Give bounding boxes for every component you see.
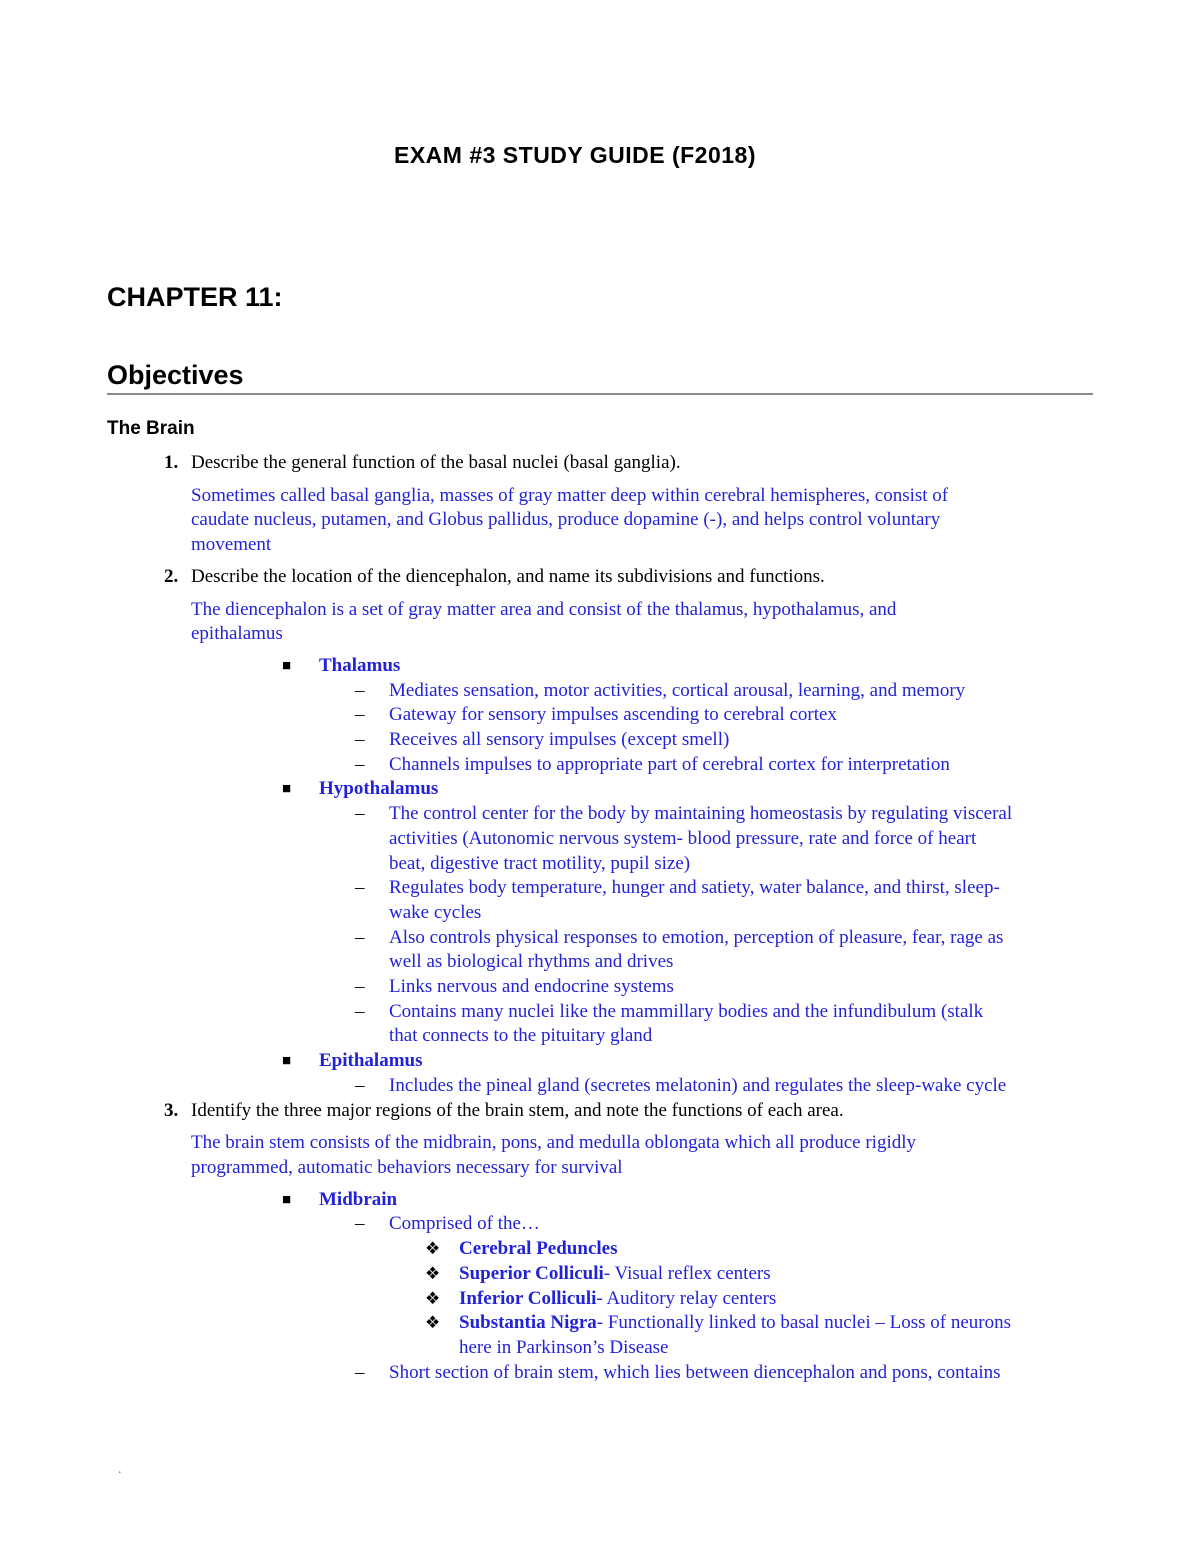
list-item: – Gateway for sensory impulses ascending to cerebral cortex — [0, 703, 1200, 728]
answer-line: epithalamus — [191, 623, 283, 645]
question-2 — [0, 565, 1200, 590]
square-bullet-icon: ■ — [282, 1053, 292, 1070]
list-item: – Links nervous and endocrine systems — [0, 975, 1200, 1000]
dash-icon: – — [355, 1000, 365, 1022]
question-number: 1. — [164, 452, 179, 473]
document-title: EXAM #3 STUDY GUIDE (F2018) — [393, 142, 756, 168]
list-item: – Comprised of the… — [0, 1212, 1200, 1237]
diamond-bullet-icon: ❖ — [425, 1263, 441, 1283]
section-heading: Objectives — [107, 360, 1093, 395]
sub-list-item: ❖ Cerebral Peduncles — [0, 1237, 1200, 1262]
question-number: 3. — [164, 1099, 179, 1121]
question-text: Describe the general function of the basal nuclei (basal ganglia). — [191, 452, 681, 473]
bullet-hypothalamus: ■ Hypothalamus — [0, 777, 1200, 802]
diamond-bullet-icon: ❖ — [425, 1313, 441, 1333]
square-bullet-icon: ■ — [282, 1191, 292, 1208]
sub-list-item-cont: here in Parkinson’s Disease — [459, 1336, 669, 1358]
dash-icon: – — [355, 976, 365, 998]
list-item-cont: well as biological rhythms and drives — [389, 951, 674, 973]
dash-icon: – — [355, 926, 365, 948]
square-bullet-icon: ■ — [282, 657, 292, 674]
diamond-bullet-icon: ❖ — [425, 1288, 441, 1308]
study-guide-content — [0, 451, 1200, 1385]
answer-line: Sometimes called basal ganglia, masses of gray matter deep within cerebral hemispheres, consist of — [191, 484, 949, 506]
list-item: – Regulates body temperature, hunger and satiety, water balance, and thirst, sleep- — [0, 876, 1200, 901]
dash-icon: – — [355, 729, 365, 751]
list-item-cont: activities (Autonomic nervous system- blood pressure, rate and force of heart — [389, 827, 977, 849]
list-item: – Contains many nuclei like the mammillary bodies and the infundibulum (stalk — [0, 1000, 1200, 1025]
question-3 — [0, 1099, 1200, 1124]
chapter-heading: CHAPTER 11: — [107, 282, 283, 312]
sub-list-item: ❖ Superior Colliculi- Visual reflex centers — [0, 1262, 1200, 1287]
answer-line: The diencephalon is a set of gray matter area and consist of the thalamus, hypothalamus, and — [191, 598, 897, 620]
dash-icon: – — [355, 753, 365, 775]
dash-icon: – — [355, 1361, 365, 1383]
question-text: Describe the location of the diencephalon, and name its subdivisions and functions. — [191, 565, 825, 587]
answer-line: caudate nucleus, putamen, and Globus pallidus, produce dopamine (-), and helps control voluntary — [191, 509, 941, 531]
dash-icon: – — [355, 877, 365, 899]
list-item-cont: beat, digestive tract motility, pupil size) — [389, 852, 691, 874]
list-item: – Channels impulses to appropriate part of cerebral cortex for interpretation — [0, 753, 1200, 778]
answer-line: The brain stem consists of the midbrain, pons, and medulla oblongata which all produce rigidly — [191, 1132, 917, 1154]
square-bullet-icon: ■ — [282, 781, 292, 798]
bullet-epithalamus: ■ Epithalamus — [0, 1049, 1200, 1074]
question-1 — [0, 451, 1200, 476]
list-item: – Short section of brain stem, which lies between diencephalon and pons, contains — [0, 1361, 1200, 1386]
bullet-thalamus: ■ Thalamus — [0, 654, 1200, 679]
sub-list-item: ❖ Inferior Colliculi- Auditory relay centers — [0, 1287, 1200, 1312]
subsection-heading: The Brain — [107, 418, 195, 439]
dash-icon: – — [355, 803, 365, 825]
answer-line: movement — [191, 534, 272, 556]
footer-mark: . — [118, 1462, 122, 1477]
list-item: – Also controls physical responses to emotion, perception of pleasure, fear, rage as — [0, 926, 1200, 951]
list-item: – Receives all sensory impulses (except smell) — [0, 728, 1200, 753]
diamond-bullet-icon: ❖ — [425, 1239, 441, 1259]
sub-list-item: ❖ Substantia Nigra- Functionally linked to basal nuclei – Loss of neurons — [0, 1311, 1200, 1336]
dash-icon: – — [355, 1074, 365, 1096]
answer-line: programmed, automatic behaviors necessary for survival — [191, 1156, 623, 1178]
question-number: 2. — [164, 565, 179, 587]
dash-icon: – — [355, 704, 365, 726]
question-text: Identify the three major regions of the brain stem, and note the functions of each area. — [191, 1099, 844, 1121]
list-item: – The control center for the body by maintaining homeostasis by regulating visceral — [0, 802, 1200, 827]
list-item-cont: that connects to the pituitary gland — [389, 1025, 653, 1047]
dash-icon: – — [355, 679, 365, 701]
list-item: – Includes the pineal gland (secretes melatonin) and regulates the sleep-wake cycle — [0, 1074, 1200, 1099]
dash-icon: – — [355, 1213, 365, 1235]
list-item-cont: wake cycles — [389, 901, 482, 923]
bullet-midbrain: ■ Midbrain — [0, 1188, 1200, 1213]
list-item: – Mediates sensation, motor activities, cortical arousal, learning, and memory — [0, 679, 1200, 704]
